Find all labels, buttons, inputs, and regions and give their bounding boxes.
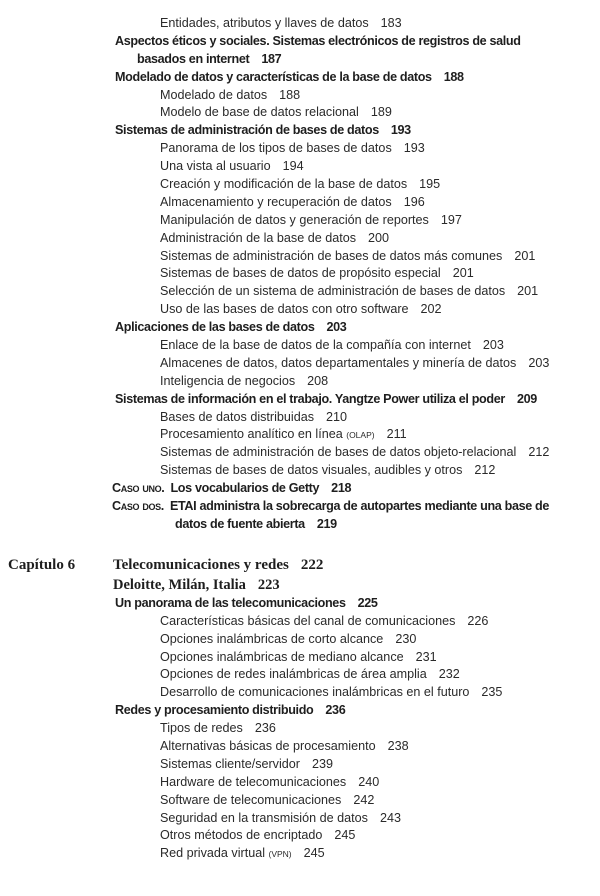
page-number: 239: [311, 756, 333, 771]
subsection-entry: [0, 462, 600, 480]
entry-title: Opciones de redes inalámbricas de área amplia: [160, 667, 427, 682]
page-number: 232: [438, 667, 460, 682]
subsection-entry: [0, 337, 600, 355]
entry-title: Sistemas de administración de bases de datos más comunes: [160, 248, 503, 263]
entry-title: Manipulación de datos y generación de reportes: [160, 212, 429, 227]
page-number: 230: [395, 631, 417, 646]
page-number: 211: [386, 427, 407, 442]
entry-title: Inteligencia de negocios: [160, 373, 296, 388]
page-number: 188: [279, 87, 301, 102]
section-heading: [0, 595, 600, 613]
page-number: 201: [452, 266, 474, 281]
entry-title-continued: basados en internet: [137, 51, 250, 66]
subsection-entry: [0, 684, 600, 702]
page-number: 242: [353, 792, 375, 807]
page-number: 223: [257, 576, 280, 593]
page-number: 201: [514, 248, 536, 263]
chapter-opener: [0, 575, 600, 595]
entry-title: Opciones inalámbricas de mediano alcance: [160, 649, 404, 664]
entry-title: Redes y procesamiento distribuido: [115, 703, 314, 718]
subsection-entry: [0, 355, 600, 373]
entry-title: Enlace de la base de datos de la compañía con internet: [160, 338, 471, 353]
page-number: 236: [254, 721, 276, 736]
subsection-entry: [0, 283, 600, 301]
subsection-entry: [0, 212, 600, 230]
case-label: Caso dos.: [112, 499, 164, 514]
chapter-heading: [0, 555, 600, 575]
entry-title: Deloitte, Milán, Italia: [113, 576, 246, 593]
subsection-entry: [0, 230, 600, 248]
page-number: 236: [325, 703, 346, 718]
page-number: 240: [358, 774, 380, 789]
subsection-entry: [0, 756, 600, 774]
entry-title-continued: datos de fuente abierta: [175, 516, 305, 531]
entry-title: Administración de la base de datos: [160, 230, 357, 245]
entry-title: Aspectos éticos y sociales. Sistemas electrónicos de registros de salud: [115, 33, 521, 48]
page-number: 203: [326, 320, 347, 335]
page-number: 226: [467, 613, 489, 628]
page-number: 197: [440, 212, 462, 227]
subsection-entry: [0, 15, 600, 33]
entry-title: Telecomunicaciones y redes: [113, 556, 289, 573]
entry-title: Desarrollo de comunicaciones inalámbricas en el futuro: [160, 685, 470, 700]
page-number: 202: [420, 302, 442, 317]
subsection-entry: [0, 301, 600, 319]
entry-title: Software de telecomunicaciones: [160, 792, 342, 807]
entry-title: Modelo de base de datos relacional: [160, 105, 359, 120]
entry-title: Una vista al usuario: [160, 159, 271, 174]
entry-title: Entidades, atributos y llaves de datos: [160, 16, 369, 30]
entry-continuation: [0, 51, 600, 69]
subsection-entry: [0, 738, 600, 756]
subsection-entry: [0, 792, 600, 810]
entry-title: Sistemas de bases de datos de propósito especial: [160, 266, 441, 281]
page-number: 210: [326, 409, 348, 424]
entry-continuation: [0, 516, 600, 534]
entry-title: Tipos de redes: [160, 721, 243, 736]
entry-title: Opciones inalámbricas de corto alcance: [160, 631, 384, 646]
subsection-entry: [0, 720, 600, 738]
case-label: Caso uno.: [112, 481, 165, 496]
page-number: 231: [415, 649, 437, 664]
entry-title: Procesamiento analítico en línea: [160, 427, 343, 442]
page-number: 219: [316, 516, 337, 531]
subsection-entry: [0, 845, 600, 863]
entry-title: Sistemas de información en el trabajo. Yangtze Power utiliza el poder: [115, 391, 505, 406]
page-number: 222: [300, 556, 324, 573]
subsection-entry: [0, 649, 600, 667]
entry-title: Sistemas cliente/servidor: [160, 756, 300, 771]
page-number: 203: [528, 355, 550, 370]
subsection-entry: [0, 194, 600, 212]
page-number: 209: [516, 391, 537, 406]
subsection-entry: [0, 87, 600, 105]
page-number: 235: [481, 685, 503, 700]
section-heading: [0, 702, 600, 720]
page-number: 183: [380, 16, 402, 30]
page-number: 188: [443, 69, 464, 84]
subsection-entry: [0, 444, 600, 462]
entry-title: Características básicas del canal de comunicaciones: [160, 613, 456, 628]
entry-title: Almacenes de datos, datos departamentales y minería de datos: [160, 355, 517, 370]
section-heading: [0, 319, 600, 337]
subsection-entry: [0, 409, 600, 427]
table-of-contents: [0, 15, 600, 863]
page-number: 243: [379, 810, 401, 825]
entry-title: Un panorama de las telecomunicaciones: [115, 595, 346, 610]
entry-title: Red privada virtual: [160, 846, 265, 861]
entry-title: Almacenamiento y recuperación de datos: [160, 194, 392, 209]
case-study-entry: [0, 480, 600, 498]
subsection-entry: [0, 248, 600, 266]
page-number: 212: [474, 463, 496, 478]
section-heading: [0, 69, 600, 87]
page-number: 218: [331, 481, 352, 496]
subsection-entry: [0, 373, 600, 391]
page-number: 195: [419, 177, 441, 192]
entry-title: Modelado de datos y características de la base de datos: [115, 69, 432, 84]
entry-abbreviation: (VPN): [268, 849, 292, 860]
page-number: 245: [303, 846, 325, 861]
subsection-entry: [0, 426, 600, 444]
section-heading: [0, 122, 600, 140]
section-heading: [0, 33, 600, 51]
section-heading: [0, 391, 600, 409]
page-number: 194: [282, 159, 304, 174]
subsection-entry: [0, 265, 600, 283]
entry-title: Modelado de datos: [160, 87, 268, 102]
subsection-entry: [0, 631, 600, 649]
entry-title: Creación y modificación de la base de datos: [160, 177, 408, 192]
entry-title: Alternativas básicas de procesamiento: [160, 738, 376, 753]
subsection-entry: [0, 666, 600, 684]
entry-title: ETAI administra la sobrecarga de autopartes mediante una base de: [169, 499, 550, 514]
subsection-entry: [0, 613, 600, 631]
subsection-entry: [0, 158, 600, 176]
page-number: 189: [370, 105, 392, 120]
subsection-entry: [0, 176, 600, 194]
subsection-entry: [0, 774, 600, 792]
page-number: 225: [357, 595, 378, 610]
page-number: 193: [403, 141, 425, 156]
entry-title: Aplicaciones de las bases de datos: [115, 320, 315, 335]
page-number: 203: [482, 338, 504, 353]
page-number: 187: [261, 51, 282, 66]
entry-abbreviation: (OLAP): [346, 430, 375, 441]
entry-title: Otros métodos de encriptado: [160, 828, 323, 843]
entry-title: Sistemas de administración de bases de datos: [115, 123, 379, 138]
page-number: 201: [517, 284, 539, 299]
entry-title: Los vocabularios de Getty: [170, 481, 320, 496]
entry-title: Uso de las bases de datos con otro software: [160, 302, 409, 317]
subsection-entry: [0, 827, 600, 845]
entry-title: Sistemas de bases de datos visuales, audibles y otros: [160, 463, 463, 478]
page-number: 245: [334, 828, 356, 843]
entry-title: Sistemas de administración de bases de datos objeto-relacional: [160, 445, 517, 460]
chapter-label: Capítulo 6: [8, 556, 76, 573]
case-study-entry: [0, 498, 600, 516]
subsection-entry: [0, 104, 600, 122]
entry-title: Seguridad en la transmisión de datos: [160, 810, 368, 825]
page-number: 208: [307, 373, 329, 388]
entry-title: Hardware de telecomunicaciones: [160, 774, 347, 789]
page-number: 196: [403, 194, 425, 209]
page-number: 193: [390, 123, 411, 138]
page-number: 200: [368, 230, 390, 245]
entry-title: Panorama de los tipos de bases de datos: [160, 141, 392, 156]
entry-title: Bases de datos distribuidas: [160, 409, 315, 424]
subsection-entry: [0, 140, 600, 158]
page-number: 212: [528, 445, 550, 460]
page-number: 238: [387, 738, 409, 753]
subsection-entry: [0, 810, 600, 828]
entry-title: Selección de un sistema de administración de bases de datos: [160, 284, 506, 299]
